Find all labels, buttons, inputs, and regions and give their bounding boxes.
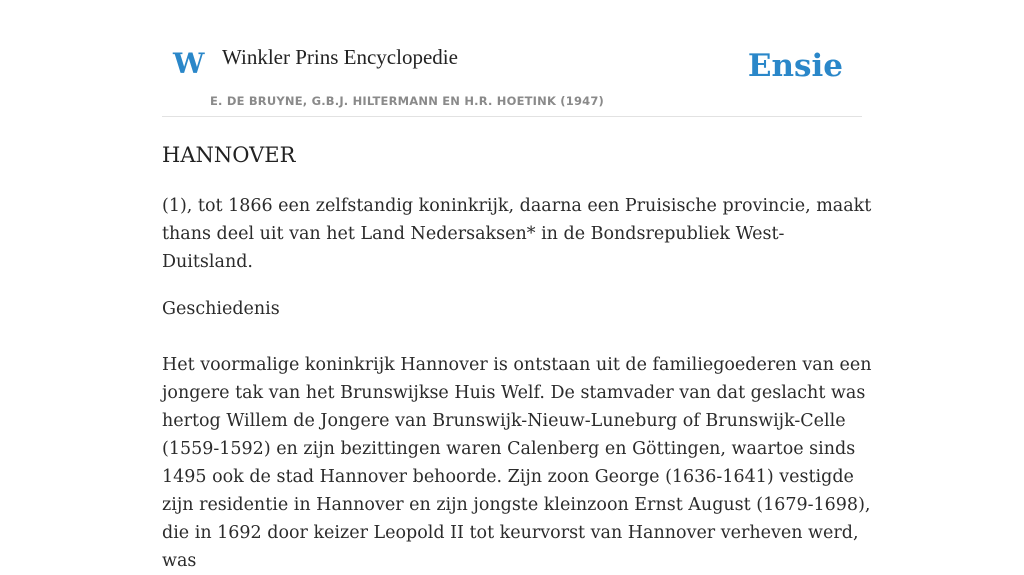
section-heading: Geschiedenis bbox=[162, 299, 280, 319]
article-body: Het voormalige koninkrijk Hannover is ontstaan uit de familiegoederen van een jongere tak van het Brunswijkse Huis Welf. De stamvader van dat geslacht was hertog Willem de Jongere van Brunswijk-Nieuw-Luneburg of Brunswijk-Celle (1559-1592) en zijn bezittingen waren Calenberg en Göttingen, waartoe sinds 1495 ook de stad Hannover behoorde. Zijn zoon George (1636-1641) vestigde zijn residentie in Hannover en zijn jongste kleinzoon Ernst August (1679-1698), die in 1692 door keizer Leopold II tot keurvorst van Hannover verheven werd, was bbox=[162, 355, 872, 571]
ensie-logo[interactable]: Ensie bbox=[747, 48, 843, 84]
site-header bbox=[162, 0, 862, 117]
article-content bbox=[162, 138, 872, 575]
winkler-prins-logo[interactable]: W bbox=[173, 47, 205, 80]
encyclopedia-title[interactable]: Winkler Prins Encyclopedie bbox=[222, 45, 458, 69]
article-title: HANNOVER bbox=[162, 143, 296, 167]
article-intro: (1), tot 1866 een zelfstandig koninkrijk, daarna een Pruisische provincie, maakt thans deel uit van het Land Nedersaksen* in de Bondsrepubliek West-Duitsland. bbox=[162, 196, 872, 272]
authors-line: E. DE BRUYNE, G.B.J. HILTERMANN EN H.R. HOETINK (1947) bbox=[210, 94, 605, 108]
